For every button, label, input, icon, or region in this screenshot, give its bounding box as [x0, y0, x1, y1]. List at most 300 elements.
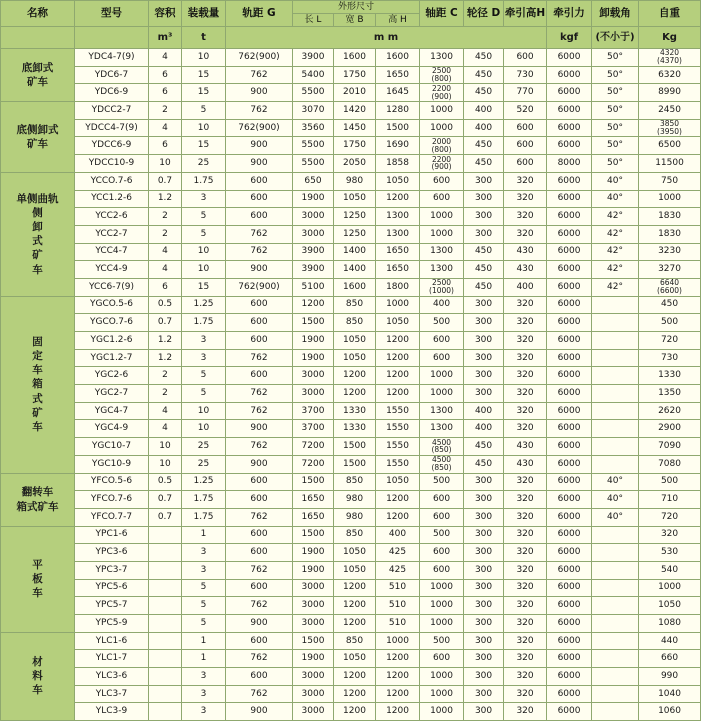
- cell-wheelbase: 400: [420, 296, 464, 314]
- category-label-line: 矿车: [27, 76, 48, 89]
- cell-model: YLC3-6: [75, 668, 149, 686]
- cell-traction: 6000: [547, 296, 592, 314]
- cell-dump-angle: 40°: [592, 508, 639, 526]
- cell-dump-angle: [592, 615, 639, 633]
- cell-wheelbase: 500: [420, 526, 464, 544]
- table-row: [1, 402, 701, 420]
- cell-model: YGC2-6: [75, 367, 149, 385]
- category-label-line: 车: [32, 420, 43, 433]
- cell-traction: 6000: [547, 632, 592, 650]
- cell-model: YPC1-6: [75, 526, 149, 544]
- header-dump-angle: 卸载角: [592, 1, 639, 27]
- cell-dump-angle: 50°: [592, 102, 639, 120]
- cell-dump-angle: [592, 526, 639, 544]
- table-row: [1, 349, 701, 367]
- cell-coupler-height: 600: [504, 119, 547, 137]
- cell-load: 3: [182, 349, 226, 367]
- cell-wheelbase: 1300: [420, 402, 464, 420]
- cell-width: 1250: [334, 208, 376, 226]
- cell-model: YPC5-9: [75, 615, 149, 633]
- cell-load: 10: [182, 420, 226, 438]
- header-length: 长 L: [293, 14, 334, 27]
- cell-weight: 1080: [639, 615, 701, 633]
- cell-length: 3070: [293, 102, 334, 120]
- cell-coupler-height: 320: [504, 367, 547, 385]
- header-volume: 容积: [149, 1, 182, 27]
- cell-load: 25: [182, 155, 226, 173]
- cell-traction: 6000: [547, 597, 592, 615]
- cell-height: 1550: [376, 455, 420, 473]
- cell-volume: 0.7: [149, 314, 182, 332]
- cell-weight: 1830: [639, 225, 701, 243]
- cell-coupler-height: 320: [504, 225, 547, 243]
- cell-weight: 530: [639, 544, 701, 562]
- cell-coupler-height: 320: [504, 579, 547, 597]
- cell-load: 15: [182, 84, 226, 102]
- cell-width: 1050: [334, 332, 376, 350]
- cell-height: 1200: [376, 190, 420, 208]
- cell-load: 1: [182, 526, 226, 544]
- cell-traction: 6000: [547, 508, 592, 526]
- cell-width: 1200: [334, 703, 376, 721]
- cell-model: YDCC6-9: [75, 137, 149, 155]
- cell-gauge: 600: [226, 208, 293, 226]
- cell-traction: 6000: [547, 615, 592, 633]
- cell-dump-angle: 50°: [592, 155, 639, 173]
- cell-model: YFCO.5-6: [75, 473, 149, 491]
- cell-wheelbase: 2500 (1000): [420, 278, 464, 296]
- category-label-line: 卸: [32, 221, 43, 234]
- cell-weight: 500: [639, 473, 701, 491]
- cell-load: 1.25: [182, 296, 226, 314]
- cell-dump-angle: 40°: [592, 473, 639, 491]
- cell-wheel-diameter: 300: [464, 632, 504, 650]
- cell-load: 10: [182, 49, 226, 67]
- table-row: [1, 84, 701, 102]
- cell-length: 1500: [293, 632, 334, 650]
- cell-traction: 6000: [547, 668, 592, 686]
- cell-height: 1280: [376, 102, 420, 120]
- cell-wheel-diameter: 300: [464, 349, 504, 367]
- category-label-line: 式: [32, 392, 43, 405]
- cell-dump-angle: [592, 349, 639, 367]
- cell-volume: [149, 615, 182, 633]
- cell-weight: 6500: [639, 137, 701, 155]
- cell-length: 5500: [293, 137, 334, 155]
- cell-volume: 4: [149, 420, 182, 438]
- cell-traction: 6000: [547, 685, 592, 703]
- cell-volume: 10: [149, 455, 182, 473]
- cell-load: 10: [182, 243, 226, 261]
- cell-wheelbase: 1300: [420, 243, 464, 261]
- cell-volume: 0.5: [149, 296, 182, 314]
- cell-wheelbase: 4500 (850): [420, 438, 464, 456]
- cell-model: YFCO.7-7: [75, 508, 149, 526]
- cell-traction: 6000: [547, 455, 592, 473]
- cell-dump-angle: [592, 597, 639, 615]
- cell-length: 1900: [293, 544, 334, 562]
- cell-length: 3000: [293, 615, 334, 633]
- table-row: [1, 579, 701, 597]
- table-row: [1, 102, 701, 120]
- cell-height: 1800: [376, 278, 420, 296]
- cell-volume: 4: [149, 243, 182, 261]
- cell-traction: 6000: [547, 438, 592, 456]
- cell-traction: 6000: [547, 491, 592, 509]
- cell-weight: 710: [639, 491, 701, 509]
- cell-gauge: 762: [226, 597, 293, 615]
- table-row: [1, 685, 701, 703]
- cell-weight: 11500: [639, 155, 701, 173]
- cell-coupler-height: 730: [504, 66, 547, 84]
- cell-volume: [149, 561, 182, 579]
- cell-gauge: 900: [226, 261, 293, 279]
- cell-length: 3000: [293, 685, 334, 703]
- cell-width: 850: [334, 473, 376, 491]
- cell-weight: 7090: [639, 438, 701, 456]
- cell-height: 1200: [376, 650, 420, 668]
- cell-wheel-diameter: 450: [464, 155, 504, 173]
- cell-gauge: 600: [226, 632, 293, 650]
- cell-load: 5: [182, 225, 226, 243]
- table-row: [1, 225, 701, 243]
- cell-weight: 750: [639, 172, 701, 190]
- cell-height: 510: [376, 615, 420, 633]
- cell-width: 850: [334, 526, 376, 544]
- cell-length: 1900: [293, 561, 334, 579]
- cell-dump-angle: [592, 703, 639, 721]
- cell-gauge: 762: [226, 349, 293, 367]
- cell-width: 1750: [334, 66, 376, 84]
- cell-width: 1330: [334, 420, 376, 438]
- header-traction: 牵引力: [547, 1, 592, 27]
- cell-height: 1200: [376, 508, 420, 526]
- table-row: [1, 473, 701, 491]
- category-label-line: 矿: [32, 249, 43, 262]
- cell-model: YGC1.2-7: [75, 349, 149, 367]
- cell-dump-angle: 42°: [592, 243, 639, 261]
- cell-length: 3900: [293, 49, 334, 67]
- cell-length: 3700: [293, 420, 334, 438]
- category-label-line: 定: [32, 350, 43, 363]
- category-label-line: 式: [32, 235, 43, 248]
- category-cell: [1, 632, 75, 720]
- category-label-line: 料: [32, 670, 43, 683]
- cell-traction: 6000: [547, 225, 592, 243]
- cell-dump-angle: [592, 332, 639, 350]
- cell-wheelbase: 1300: [420, 420, 464, 438]
- cell-model: YDCC10-9: [75, 155, 149, 173]
- cell-model: YCCO.7-6: [75, 172, 149, 190]
- cell-dump-angle: 42°: [592, 208, 639, 226]
- cell-dump-angle: [592, 314, 639, 332]
- cell-model: YLC3-9: [75, 703, 149, 721]
- cell-weight: 730: [639, 349, 701, 367]
- cell-width: 1200: [334, 685, 376, 703]
- cell-gauge: 762(900): [226, 49, 293, 67]
- cell-volume: 4: [149, 119, 182, 137]
- cell-gauge: 900: [226, 84, 293, 102]
- cell-wheel-diameter: 450: [464, 261, 504, 279]
- cell-wheel-diameter: 300: [464, 225, 504, 243]
- cell-coupler-height: 320: [504, 190, 547, 208]
- cell-height: 1550: [376, 420, 420, 438]
- category-label-line: 矿: [32, 406, 43, 419]
- cell-dump-angle: [592, 650, 639, 668]
- category-label-line: 车: [32, 364, 43, 377]
- cell-coupler-height: 320: [504, 420, 547, 438]
- cell-wheelbase: 600: [420, 349, 464, 367]
- cell-weight: 3270: [639, 261, 701, 279]
- cell-height: 1650: [376, 261, 420, 279]
- cell-length: 3560: [293, 119, 334, 137]
- cell-gauge: 600: [226, 172, 293, 190]
- table-row: [1, 296, 701, 314]
- cell-traction: 6000: [547, 314, 592, 332]
- cell-wheel-diameter: 400: [464, 119, 504, 137]
- cell-dump-angle: [592, 579, 639, 597]
- cell-gauge: 600: [226, 579, 293, 597]
- table-row: [1, 208, 701, 226]
- cell-wheel-diameter: 450: [464, 278, 504, 296]
- cell-weight: 440: [639, 632, 701, 650]
- cell-gauge: 600: [226, 367, 293, 385]
- cell-weight: 1330: [639, 367, 701, 385]
- header-name: 名称: [1, 1, 75, 27]
- cell-traction: 6000: [547, 367, 592, 385]
- cell-wheel-diameter: 300: [464, 190, 504, 208]
- cell-model: YCC1.2-6: [75, 190, 149, 208]
- cell-model: YGCO.7-6: [75, 314, 149, 332]
- cell-wheelbase: 1000: [420, 385, 464, 403]
- header-wheelbase: 轴距 C: [420, 1, 464, 27]
- cell-gauge: 900: [226, 420, 293, 438]
- cell-volume: [149, 544, 182, 562]
- cell-width: 1500: [334, 438, 376, 456]
- category-label-line: 板: [32, 573, 43, 586]
- cell-dump-angle: 50°: [592, 137, 639, 155]
- cell-length: 650: [293, 172, 334, 190]
- cell-volume: [149, 703, 182, 721]
- cell-height: 1300: [376, 225, 420, 243]
- cell-height: 425: [376, 544, 420, 562]
- cell-traction: 6000: [547, 102, 592, 120]
- cell-coupler-height: 320: [504, 332, 547, 350]
- cell-traction: 6000: [547, 579, 592, 597]
- cell-length: 1900: [293, 332, 334, 350]
- cell-wheelbase: 1000: [420, 615, 464, 633]
- cell-width: 1500: [334, 455, 376, 473]
- category-label-line: 材: [32, 656, 43, 669]
- table-row: [1, 155, 701, 173]
- cell-traction: 6000: [547, 420, 592, 438]
- cell-dump-angle: [592, 561, 639, 579]
- category-cell: [1, 102, 75, 173]
- cell-load: 3: [182, 561, 226, 579]
- cell-height: 1200: [376, 668, 420, 686]
- cell-load: 15: [182, 137, 226, 155]
- cell-width: 1050: [334, 561, 376, 579]
- cell-coupler-height: 320: [504, 349, 547, 367]
- cell-wheel-diameter: 400: [464, 420, 504, 438]
- cell-wheelbase: 600: [420, 650, 464, 668]
- cell-length: 1900: [293, 349, 334, 367]
- cell-traction: 6000: [547, 561, 592, 579]
- header-outer-dims: 外形尺寸: [293, 1, 420, 14]
- cell-wheel-diameter: 300: [464, 296, 504, 314]
- unit-dump-angle: (不小于): [592, 27, 639, 49]
- category-cell: [1, 172, 75, 296]
- cell-width: 1250: [334, 225, 376, 243]
- cell-load: 10: [182, 119, 226, 137]
- cell-height: 1690: [376, 137, 420, 155]
- cell-gauge: 762: [226, 402, 293, 420]
- cell-wheel-diameter: 300: [464, 314, 504, 332]
- cell-height: 1858: [376, 155, 420, 173]
- cell-wheel-diameter: 300: [464, 597, 504, 615]
- cell-wheelbase: 600: [420, 544, 464, 562]
- cell-width: 1200: [334, 367, 376, 385]
- cell-volume: 0.7: [149, 491, 182, 509]
- unit-weight: Kg: [639, 27, 701, 49]
- cell-volume: 2: [149, 385, 182, 403]
- cell-wheelbase: 600: [420, 190, 464, 208]
- cell-height: 1200: [376, 332, 420, 350]
- cell-wheel-diameter: 300: [464, 526, 504, 544]
- cell-load: 15: [182, 278, 226, 296]
- cell-dump-angle: 40°: [592, 172, 639, 190]
- cell-weight: 1830: [639, 208, 701, 226]
- cell-traction: 6000: [547, 208, 592, 226]
- table-row: [1, 455, 701, 473]
- cell-height: 1650: [376, 243, 420, 261]
- cell-volume: 2: [149, 102, 182, 120]
- cell-gauge: 762: [226, 508, 293, 526]
- cell-wheel-diameter: 300: [464, 703, 504, 721]
- cell-wheel-diameter: 300: [464, 491, 504, 509]
- cell-weight: 450: [639, 296, 701, 314]
- cell-length: 3000: [293, 367, 334, 385]
- cell-traction: 6000: [547, 332, 592, 350]
- cell-weight: 1000: [639, 579, 701, 597]
- cell-volume: 10: [149, 155, 182, 173]
- category-label-line: 翻转车: [21, 486, 54, 499]
- cell-wheel-diameter: 450: [464, 438, 504, 456]
- cell-volume: 1.2: [149, 349, 182, 367]
- cell-weight: 4320 (4370): [639, 49, 701, 67]
- cell-height: 1050: [376, 314, 420, 332]
- cell-width: 1200: [334, 668, 376, 686]
- cell-gauge: 900: [226, 155, 293, 173]
- cell-model: YPC5-6: [75, 579, 149, 597]
- cell-width: 1330: [334, 402, 376, 420]
- cell-weight: 990: [639, 668, 701, 686]
- cell-length: 3900: [293, 243, 334, 261]
- cell-dump-angle: 50°: [592, 49, 639, 67]
- cell-dump-angle: [592, 296, 639, 314]
- cell-height: 1645: [376, 84, 420, 102]
- cell-load: 3: [182, 703, 226, 721]
- cell-model: YCC2-7: [75, 225, 149, 243]
- cell-width: 2050: [334, 155, 376, 173]
- cell-model: YPC5-7: [75, 597, 149, 615]
- cell-coupler-height: 320: [504, 508, 547, 526]
- cell-wheel-diameter: 400: [464, 402, 504, 420]
- header-model: 型号: [75, 1, 149, 27]
- cell-width: 1200: [334, 579, 376, 597]
- cell-coupler-height: 320: [504, 172, 547, 190]
- cell-length: 3000: [293, 703, 334, 721]
- cell-gauge: 762(900): [226, 119, 293, 137]
- cell-gauge: 600: [226, 668, 293, 686]
- cell-width: 1600: [334, 49, 376, 67]
- cell-wheel-diameter: 400: [464, 102, 504, 120]
- cell-width: 1450: [334, 119, 376, 137]
- header-coupler-height: 牵引高H: [504, 1, 547, 27]
- table-row: [1, 278, 701, 296]
- cell-wheel-diameter: 450: [464, 49, 504, 67]
- cell-gauge: 900: [226, 703, 293, 721]
- cell-coupler-height: 320: [504, 473, 547, 491]
- cell-load: 10: [182, 402, 226, 420]
- category-cell: [1, 296, 75, 473]
- cell-wheelbase: 500: [420, 473, 464, 491]
- cell-height: 1050: [376, 172, 420, 190]
- cell-dump-angle: [592, 385, 639, 403]
- cell-model: YGC2-7: [75, 385, 149, 403]
- cell-model: YDCC2-7: [75, 102, 149, 120]
- cell-length: 1650: [293, 508, 334, 526]
- table-row: [1, 137, 701, 155]
- cell-width: 1420: [334, 102, 376, 120]
- cell-traction: 6000: [547, 544, 592, 562]
- cell-length: 3900: [293, 261, 334, 279]
- table-row: [1, 491, 701, 509]
- cell-traction: 8000: [547, 155, 592, 173]
- cell-traction: 6000: [547, 190, 592, 208]
- cell-width: 980: [334, 172, 376, 190]
- cell-gauge: 600: [226, 332, 293, 350]
- cell-gauge: 900: [226, 455, 293, 473]
- cell-length: 3000: [293, 579, 334, 597]
- cell-height: 1200: [376, 385, 420, 403]
- cell-model: YGC1.2-6: [75, 332, 149, 350]
- cell-width: 1050: [334, 650, 376, 668]
- cell-weight: 1000: [639, 190, 701, 208]
- cell-wheel-diameter: 300: [464, 579, 504, 597]
- cell-load: 1: [182, 650, 226, 668]
- table-row: [1, 314, 701, 332]
- cell-load: 5: [182, 208, 226, 226]
- cell-weight: 720: [639, 332, 701, 350]
- cell-coupler-height: 430: [504, 438, 547, 456]
- cell-length: 3000: [293, 385, 334, 403]
- cell-model: YLC1-6: [75, 632, 149, 650]
- category-label-line: 车: [32, 684, 43, 697]
- cell-gauge: 900: [226, 615, 293, 633]
- cell-wheel-diameter: 300: [464, 473, 504, 491]
- cell-wheelbase: 1300: [420, 261, 464, 279]
- cell-wheel-diameter: 300: [464, 561, 504, 579]
- cell-wheelbase: 2200 (900): [420, 84, 464, 102]
- cell-wheel-diameter: 300: [464, 685, 504, 703]
- table-row: [1, 261, 701, 279]
- cell-dump-angle: 50°: [592, 66, 639, 84]
- cell-coupler-height: 430: [504, 243, 547, 261]
- cell-wheelbase: 1000: [420, 119, 464, 137]
- cell-model: YPC3-7: [75, 561, 149, 579]
- cell-dump-angle: 42°: [592, 278, 639, 296]
